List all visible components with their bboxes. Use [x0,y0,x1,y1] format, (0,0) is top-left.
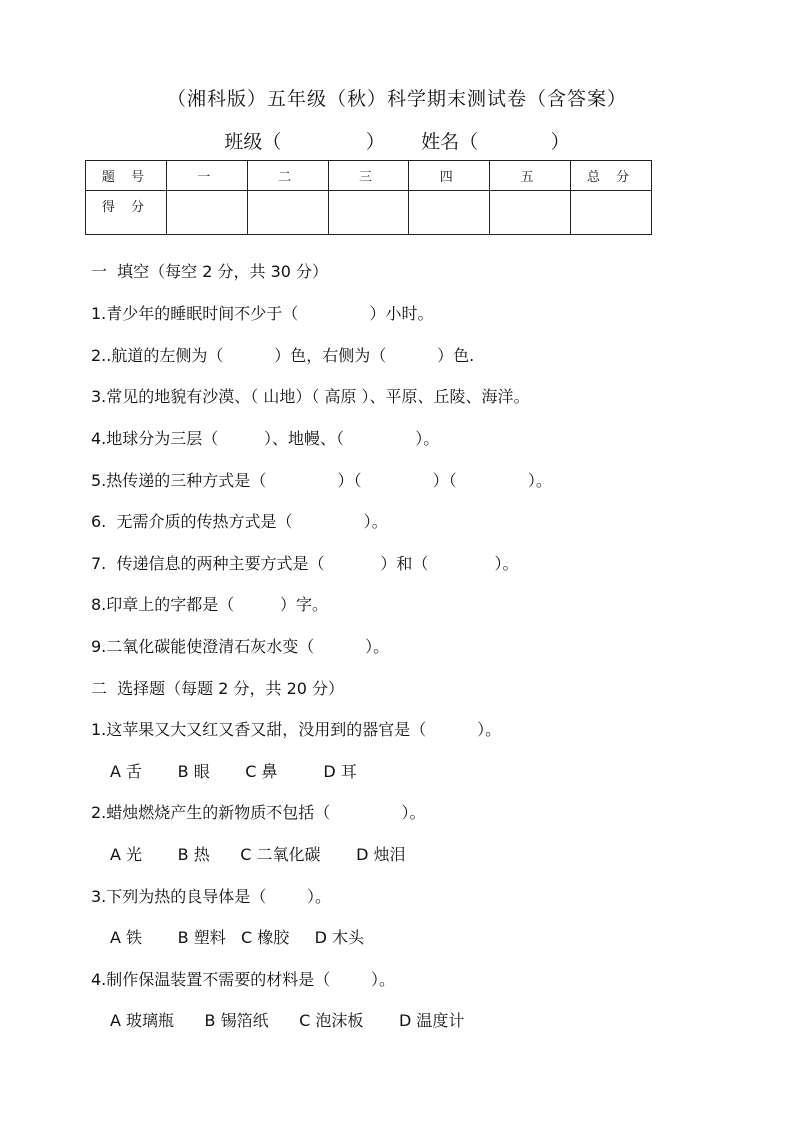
choice-question: 1.这苹果又大又红又香又甜，没用到的器官是（ ）。 [91,720,502,739]
choice-options: A 光 B 热 C 二氧化碳 D 烛泪 [110,845,406,864]
score-table-header-row [86,161,652,191]
choice-question: 2.蜡烛燃烧产生的新物质不包括（ ）。 [91,803,426,822]
choice-options: A 舌 B 眼 C 鼻 D 耳 [110,762,357,781]
row-label-cell: 得 分 [86,191,167,235]
score-cell[interactable] [571,191,652,235]
class-label: 班级（ ） [224,131,385,153]
fill-item: 8.印章上的字都是（ ）字。 [91,595,329,614]
section-2-heading: 二 选择题（每题 2 分，共 20 分） [91,679,345,698]
score-cell[interactable] [409,191,490,235]
header-cell: 总 分 [571,161,652,191]
name-label: 姓名（ ） [421,131,570,153]
choice-question: 4.制作保温装置不需要的材料是（ ）。 [91,970,395,989]
fill-item: 7. 传递信息的两种主要方式是（ ）和（ ）。 [91,554,519,573]
score-table [85,160,652,235]
fill-item: 5.热传递的三种方式是（ ）（ ）（ ）。 [91,471,552,490]
class-name-line [0,127,794,154]
exam-title: （湘科版）五年级（秋）科学期末测试卷（含答案） [166,88,627,110]
fill-item: 9.二氧化碳能使澄清石灰水变（ ）。 [91,637,390,656]
score-cell[interactable] [166,191,247,235]
header-cell: 二 [247,161,328,191]
fill-item: 4.地球分为三层（ ）、地幔、（ ）。 [91,429,440,448]
header-cell: 三 [328,161,409,191]
header-cell: 题 号 [86,161,167,191]
score-table-score-row [86,191,652,235]
fill-item: 1.青少年的睡眠时间不少于（ ）小时。 [91,304,434,323]
score-cell[interactable] [490,191,571,235]
fill-item: 2..航道的左侧为（ ）色，右侧为（ ）色. [91,346,475,365]
choice-options: A 铁 B 塑料 C 橡胶 D 木头 [110,928,365,947]
score-cell[interactable] [328,191,409,235]
choice-options: A 玻璃瓶 B 锡箔纸 C 泡沫板 D 温度计 [110,1011,465,1030]
fill-item: 3.常见的地貌有沙漠、（ 山地）（ 高原 ）、平原、丘陵、海洋。 [91,387,530,406]
header-cell: 一 [166,161,247,191]
header-cell: 五 [490,161,571,191]
fill-item: 6. 无需介质的传热方式是（ ）。 [91,512,388,531]
header-cell: 四 [409,161,490,191]
score-cell[interactable] [247,191,328,235]
choice-question: 3.下列为热的良导体是（ ）。 [91,887,331,906]
section-1-heading: 一 填空（每空 2 分，共 30 分） [91,262,329,281]
